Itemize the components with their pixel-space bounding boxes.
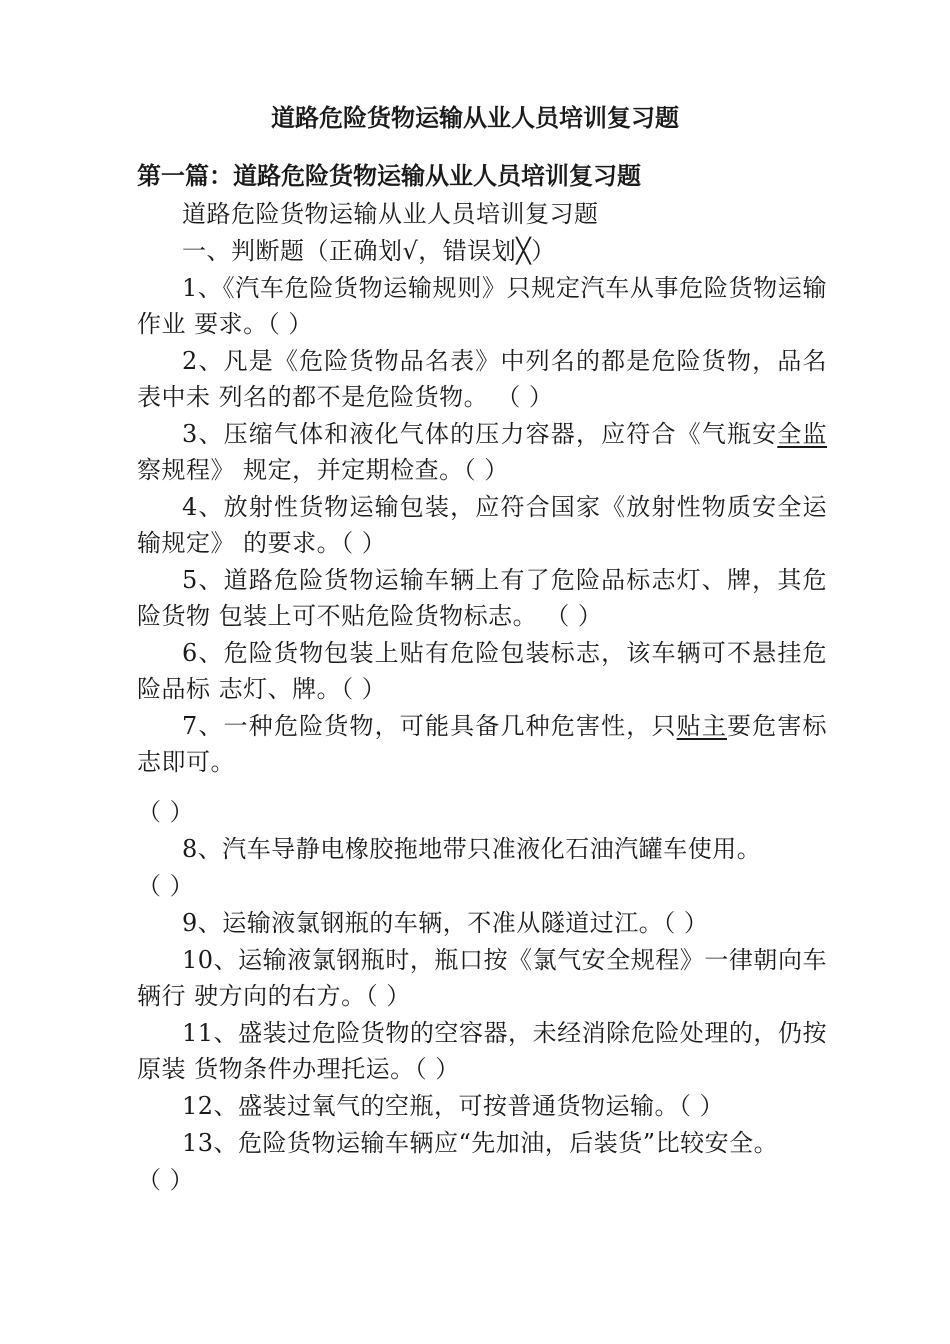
document-title: 道路危险货物运输从业人员培训复习题 bbox=[271, 104, 679, 132]
question-item-7-text-b: 要危害标志即可。 bbox=[137, 712, 828, 776]
question-item-11: 11、盛装过危险货物的空容器，未经消除危险处理的，仍按原装 货物条件办理托运。（ ） bbox=[137, 1019, 827, 1083]
answer-blank: （ ） bbox=[137, 872, 195, 900]
answer-blank: （ ） bbox=[137, 798, 195, 826]
question-item-4: 4、放射性货物运输包装，应符合国家《放射性物质安全运输规定》 的要求。（ ） bbox=[137, 493, 827, 557]
question-item-9: 9、运输液氯钢瓶的车辆，不准从隧道过江。（ ） bbox=[182, 909, 709, 937]
question-item-5: 5、道路危险货物运输车辆上有了危险品标志灯、牌，其危险货物 包装上可不贴危险货物标志。 （ ） bbox=[137, 566, 827, 630]
question-item-1: 1、《汽车危险货物运输规则》只规定汽车从事危险货物运输作业 要求。（ ） bbox=[137, 274, 827, 338]
question-item-8: 8、汽车导静电橡胶拖地带只准液化石油汽罐车使用。 bbox=[182, 835, 762, 863]
question-item-6: 6、危险货物包装上贴有危险包装标志，该车辆可不悬挂危险品标 志灯、牌。（ ） bbox=[137, 639, 827, 703]
question-item-3-text-a: 3、压缩气体和液化气体的压力容器，应符合《气瓶安 bbox=[182, 420, 778, 448]
section-heading: 一、判断题（正确划√，错误划╳） bbox=[182, 237, 556, 265]
question-item-3 bbox=[137, 416, 827, 488]
question-item-7-text-a: 7、一种危险货物，可能具备几种危害性，只 bbox=[182, 712, 677, 740]
question-item-12: 12、盛装过氧气的空瓶，可按普通货物运输。（ ） bbox=[182, 1092, 725, 1120]
question-item-13: 13、危险货物运输车辆应“先加油，后装货”比较安全。 bbox=[182, 1129, 779, 1157]
question-item-2: 2、凡是《危险货物品名表》中列名的都是危险货物，品名表中未 列名的都不是危险货物。 （ ） bbox=[137, 347, 827, 411]
chapter-title: 第一篇：道路危险货物运输从业人员培训复习题 bbox=[137, 162, 641, 190]
question-item-10: 10、运输液氯钢瓶时，瓶口按《氯气安全规程》一律朝向车辆行 驶方向的右方。（ ） bbox=[137, 946, 827, 1010]
subtitle: 道路危险货物运输从业人员培训复习题 bbox=[182, 200, 599, 228]
document-body bbox=[137, 196, 827, 1199]
answer-blank: （ ） bbox=[137, 1166, 195, 1194]
underlined-text: 全监 bbox=[777, 420, 827, 448]
question-item-3-text-b: 察规程》 规定，并定期检查。（ ） bbox=[137, 456, 509, 484]
question-item-7 bbox=[137, 708, 827, 780]
underlined-text: 贴主 bbox=[676, 712, 727, 740]
